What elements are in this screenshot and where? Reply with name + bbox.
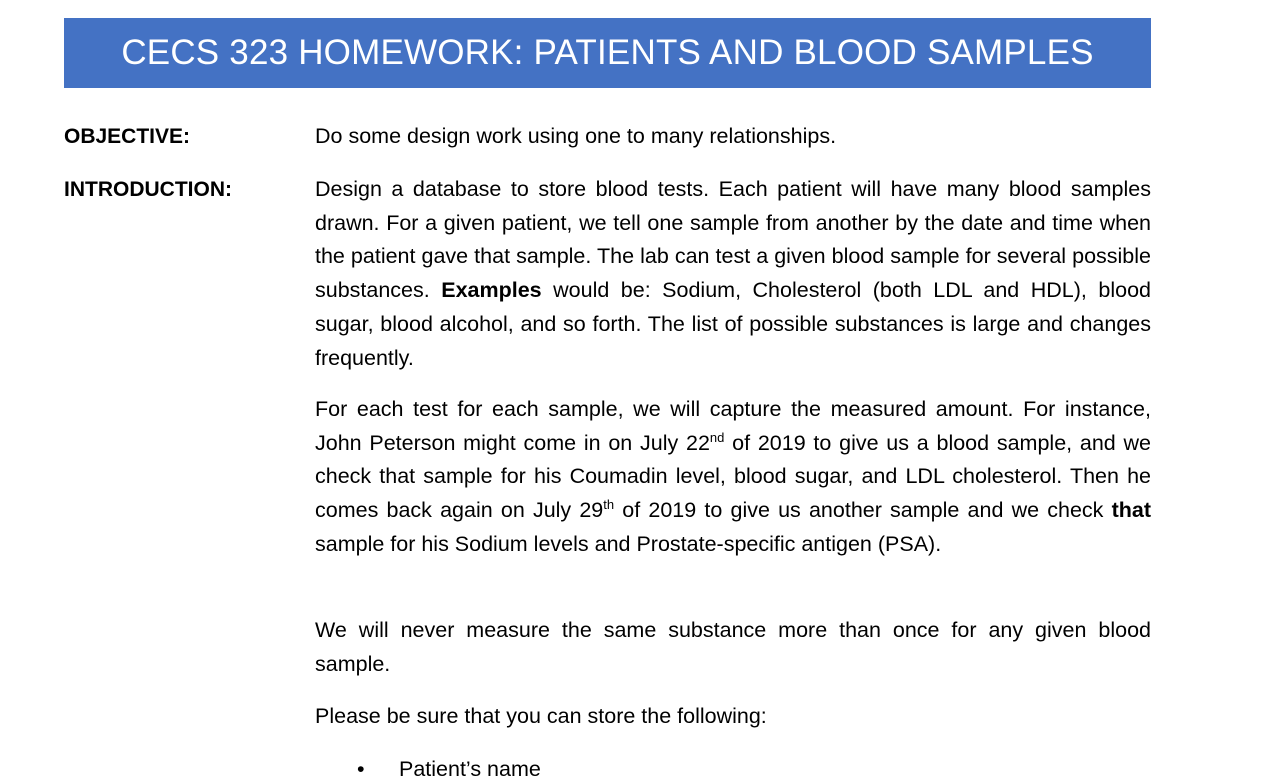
- introduction-paragraph-1: [315, 173, 1151, 375]
- objective-label: OBJECTIVE:: [64, 125, 191, 148]
- intro-p2-sup-2: th: [603, 496, 615, 512]
- objective-section: [64, 120, 1151, 154]
- introduction-label: INTRODUCTION:: [64, 178, 232, 201]
- introduction-section: [64, 173, 1151, 753]
- intro-p2-text-b: of 2019 to give us a blood sample, and we check that sample for his Coumadin level, blood sugar, and LDL cholesterol. Then he comes back again on July 29: [315, 430, 1151, 523]
- introduction-paragraph-4: [315, 700, 1151, 734]
- page-title: CECS 323 HOMEWORK: PATIENTS AND BLOOD SAMPLES: [121, 33, 1094, 72]
- objective-text: Do some design work using one to many relationships.: [315, 124, 837, 148]
- intro-p2-text-a: For each test for each sample, we will capture the measured amount. For instance, John Peterson might come in on July 22: [315, 397, 1151, 455]
- intro-p3-text: We will never measure the same substance more than once for any given blood sample.: [315, 618, 1151, 676]
- introduction-paragraph-3: [315, 614, 1151, 681]
- intro-p2-text-c: of 2019 to give us another sample and we check: [614, 498, 1112, 523]
- objective-body: [315, 120, 1151, 154]
- intro-p4-text: Please be sure that you can store the following:: [315, 704, 767, 728]
- intro-p1-text-a: Design a database to store blood tests. Each patient will have many blood samples drawn. For a given patient, we tell one sample from another by the date and time when the patient gave that sample. The lab can test a given blood sample for several possible substances.: [315, 177, 1151, 303]
- list-item: [357, 752, 541, 778]
- intro-p2-text-d: sample for his Sodium levels and Prostate-specific antigen (PSA).: [315, 531, 942, 556]
- bullet-icon: •: [357, 757, 365, 778]
- intro-p2-bold: that: [1111, 498, 1151, 523]
- intro-p1-text-b: would be: Sodium, Cholesterol (both LDL and HDL), blood sugar, blood alcohol, and so forth. The list of possible substances is large and changes frequently.: [315, 278, 1151, 370]
- intro-p2-sup-1: nd: [709, 429, 725, 445]
- list-item-text: Patient’s name: [399, 757, 541, 778]
- intro-p1-bold: Examples: [441, 278, 542, 303]
- introduction-paragraph-2: [315, 393, 1151, 562]
- title-banner: [64, 18, 1151, 88]
